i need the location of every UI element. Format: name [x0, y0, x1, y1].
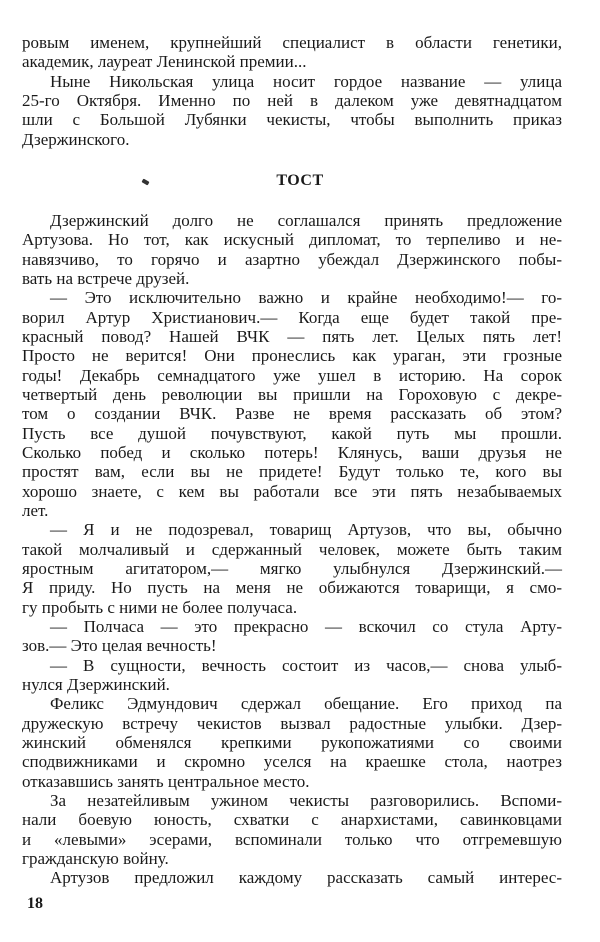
text-line: том о создании ВЧК. Разве не время рассказать об этом? [22, 404, 562, 424]
text-line: зов.— Это целая вечность! [22, 636, 217, 656]
text-fragment-top [22, 33, 562, 149]
text-line: Я приду. Но пусть на меня не обижаются товарищи, я смо- [22, 578, 562, 598]
text-line: За незатейливым ужином чекисты разговорились. Вспоми- [50, 790, 562, 810]
text-line: вать на встрече друзей. [22, 268, 190, 288]
text-line: и «левыми» эсерами, вспоминали только что отгремевшую [22, 829, 562, 849]
text-line: шли с Большой Лубянки чекисты, чтобы выполнить приказ [22, 110, 562, 130]
text-line: хорошо знаете, с кем вы работали все эти пять незабываемых [22, 481, 562, 501]
text-line: 25-го Октября. Именно по ней в далеком уже девятнадцатом [22, 90, 562, 110]
paragraph [22, 868, 562, 887]
section-body [22, 211, 562, 887]
paragraph [22, 656, 562, 695]
text-line: ворил Артур Христианович.— Когда еще будет такой пре- [22, 307, 562, 327]
text-line: Дзержинский долго не соглашался принять предложение [50, 211, 562, 230]
text-line: — Полчаса — это прекрасно — вскочил со стула Арту- [50, 616, 562, 636]
text-line: гу пробыть с ними не более получаса. [22, 597, 298, 617]
text-line: Дзержинского. [22, 129, 130, 149]
text-line: жинский обменялся крепкими рукопожатиями со своими [22, 732, 562, 752]
text-line: — Я и не подозревал, товарищ Артузов, что вы, обычно [50, 520, 562, 540]
text-line: такой молчаливый и сдержанный человек, можете быть таким [22, 539, 562, 559]
text-line: навязчиво, то горячо и азартно убеждал Дзержинского побы- [22, 249, 562, 269]
text-line: нали боевую юность, схватки с анархистами, савинковцами [22, 810, 562, 830]
paragraph [22, 72, 562, 149]
page-number: 18 [27, 895, 43, 912]
text-line: Артузов предложил каждому рассказать самый интерес- [50, 868, 562, 888]
text-line: простят вам, если вы не придете! Будут только те, кого вы [22, 462, 562, 482]
text-line: гражданскую войну. [22, 848, 169, 868]
paragraph [22, 33, 562, 72]
paragraph [22, 791, 562, 868]
text-line: Сколько побед и сколько потерь! Клянусь, ваши друзья не [22, 442, 562, 462]
text-line: — Это исключительно важно и крайне необходимо!— го- [50, 288, 562, 308]
text-line: Феликс Эдмундович сдержал обещание. Его приход па [50, 694, 562, 714]
text-line: нулся Дзержинский. [22, 674, 170, 694]
paragraph [22, 617, 562, 656]
paragraph [22, 288, 562, 520]
section-heading: ТОСТ [276, 172, 324, 189]
text-line: Пусть все душой почувствуют, какой путь мы прошли. [22, 423, 562, 443]
text-line: — В сущности, вечность состоит из часов,— снова улыб- [50, 655, 562, 675]
text-line: отказавшись занять центральное место. [22, 771, 310, 791]
text-line: четвертый день революции вы пришли на Гороховую с декре- [22, 384, 562, 404]
text-line: Просто не верится! Они пронеслись как ураган, эти грозные [22, 346, 562, 366]
paragraph [22, 694, 562, 791]
text-line: сподвижниками и скромно уселся на краешке стола, наотрез [22, 752, 562, 772]
text-line: ровым именем, крупнейший специалист в области генетики, [22, 33, 562, 52]
paragraph [22, 520, 562, 617]
text-line: годы! Декабрь семнадцатого уже ушел в историю. На сорок [22, 365, 562, 385]
text-line: лет. [22, 500, 49, 520]
text-line: Артузова. Но тот, как искусный дипломат, то терпеливо и не- [22, 230, 562, 250]
text-line: яростным агитатором,— мягко улыбнулся Дзержинский.— [22, 558, 562, 578]
text-line: академик, лауреат Ленинской премии... [22, 52, 307, 72]
paragraph [22, 211, 562, 288]
text-line: красный повод? Нашей ВЧК — пять лет. Целых пять лет! [22, 326, 562, 346]
text-line: дружескую встречу чекистов вызвал радостные улыбки. Дзер- [22, 713, 562, 733]
text-line: Ныне Никольская улица носит гордое название — улица [50, 71, 562, 91]
